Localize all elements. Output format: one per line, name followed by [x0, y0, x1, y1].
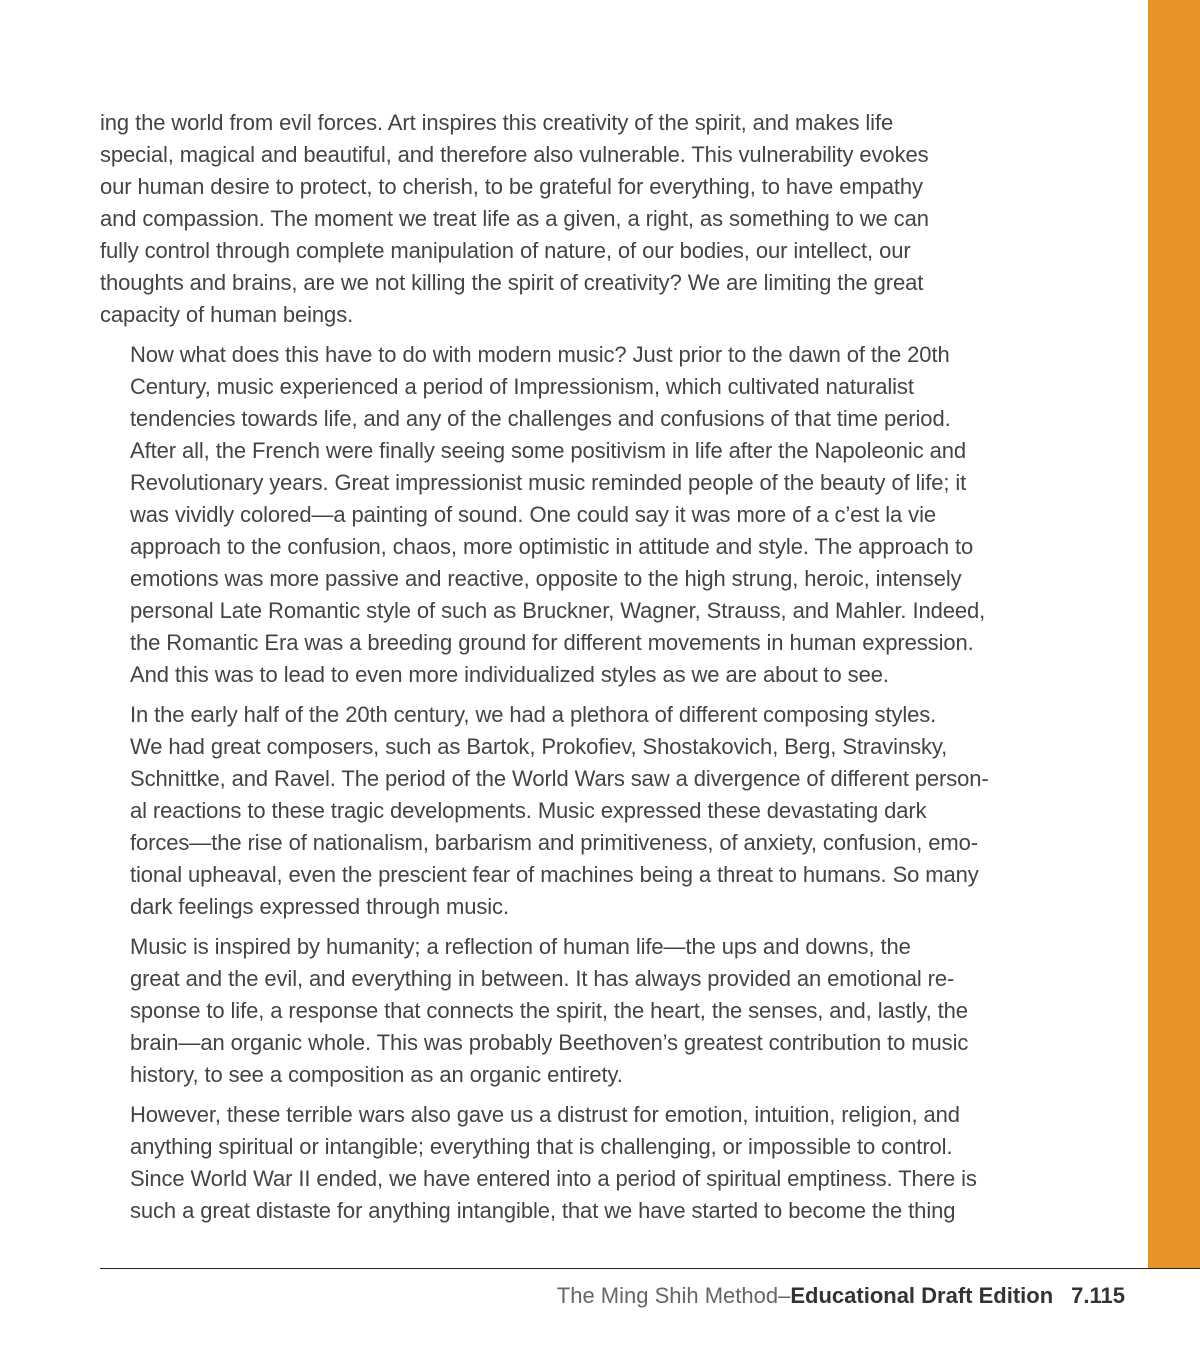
text-line: Music is inspired by humanity; a reflection of human life—the ups and downs, the: [130, 934, 911, 959]
text-line: sponse to life, a response that connects the spirit, the heart, the senses, and, lastly, the: [130, 998, 968, 1023]
page-footer: [557, 1283, 1125, 1309]
paragraph-3: [100, 699, 1060, 923]
text-line: emotions was more passive and reactive, opposite to the high strung, heroic, intensely: [130, 566, 962, 591]
text-line: such a great distaste for anything intangible, that we have started to become the thing: [130, 1198, 956, 1223]
text-line: great and the evil, and everything in between. It has always provided an emotional re-: [130, 966, 955, 991]
text-line: Since World War II ended, we have entered into a period of spiritual emptiness. There is: [130, 1166, 977, 1191]
text-line: We had great composers, such as Bartok, Prokofiev, Shostakovich, Berg, Stravinsky,: [130, 734, 948, 759]
text-line: tendencies towards life, and any of the challenges and confusions of that time period.: [130, 406, 951, 431]
footer-book-title: The Ming Shih Method: [556, 1283, 779, 1308]
text-line: fully control through complete manipulation of nature, of our bodies, our intellect, our: [100, 238, 911, 263]
text-line: Century, music experienced a period of Impressionism, which cultivated naturalist: [130, 374, 914, 399]
text-line: capacity of human beings.: [100, 302, 354, 327]
text-line: ing the world from evil forces. Art inspires this creativity of the spirit, and makes life: [100, 110, 894, 135]
text-line: the Romantic Era was a breeding ground for different movements in human expression.: [130, 630, 974, 655]
text-line: Schnittke, and Ravel. The period of the World Wars saw a divergence of different person-: [130, 766, 989, 791]
text-line: In the early half of the 20th century, we had a plethora of different composing styles.: [130, 702, 937, 727]
text-line: personal Late Romantic style of such as Bruckner, Wagner, Strauss, and Mahler. Indeed,: [130, 598, 986, 623]
footer-divider: [100, 1268, 1200, 1269]
paragraph-1: [100, 107, 1060, 331]
text-line: our human desire to protect, to cherish, to be grateful for everything, to have empathy: [100, 174, 923, 199]
text-line: thoughts and brains, are we not killing the spirit of creativity? We are limiting the great: [100, 270, 924, 295]
text-line: However, these terrible wars also gave us a distrust for emotion, intuition, religion, and: [130, 1102, 960, 1127]
text-line: tional upheaval, even the prescient fear of machines being a threat to humans. So many: [130, 862, 979, 887]
text-line: After all, the French were finally seeing some positivism in life after the Napoleonic and: [130, 438, 966, 463]
paragraph-5: [100, 1099, 1060, 1227]
text-line: and compassion. The moment we treat life as a given, a right, as something to we can: [100, 206, 929, 231]
footer-edition: Educational Draft Edition: [790, 1283, 1054, 1308]
text-line: And this was to lead to even more individualized styles as we are about to see.: [130, 662, 889, 687]
text-line: Revolutionary years. Great impressionist music reminded people of the beauty of life; it: [130, 470, 967, 495]
text-line: forces—the rise of nationalism, barbarism and primitiveness, of anxiety, confusion, emo-: [130, 830, 978, 855]
text-line: special, magical and beautiful, and therefore also vulnerable. This vulnerability evokes: [100, 142, 929, 167]
text-line: Now what does this have to do with modern music? Just prior to the dawn of the 20th: [130, 342, 950, 367]
paragraph-2: [100, 339, 1060, 691]
accent-side-band: [1148, 0, 1200, 1268]
text-line: approach to the confusion, chaos, more optimistic in attitude and style. The approach to: [130, 534, 974, 559]
body-text: [100, 107, 1060, 1235]
paragraph-4: [100, 931, 1060, 1091]
text-line: al reactions to these tragic developments. Music expressed these devastating dark: [130, 798, 927, 823]
text-line: brain—an organic whole. This was probably Beethoven’s greatest contribution to music: [130, 1030, 969, 1055]
page-number: 7.115: [1071, 1283, 1125, 1308]
text-line: anything spiritual or intangible; everything that is challenging, or impossible to control.: [130, 1134, 953, 1159]
footer-separator: –: [778, 1283, 791, 1308]
text-line: was vividly colored—a painting of sound. One could say it was more of a c’est la vie: [130, 502, 936, 527]
text-line: dark feelings expressed through music.: [130, 894, 509, 919]
text-line: history, to see a composition as an organic entirety.: [130, 1062, 623, 1087]
